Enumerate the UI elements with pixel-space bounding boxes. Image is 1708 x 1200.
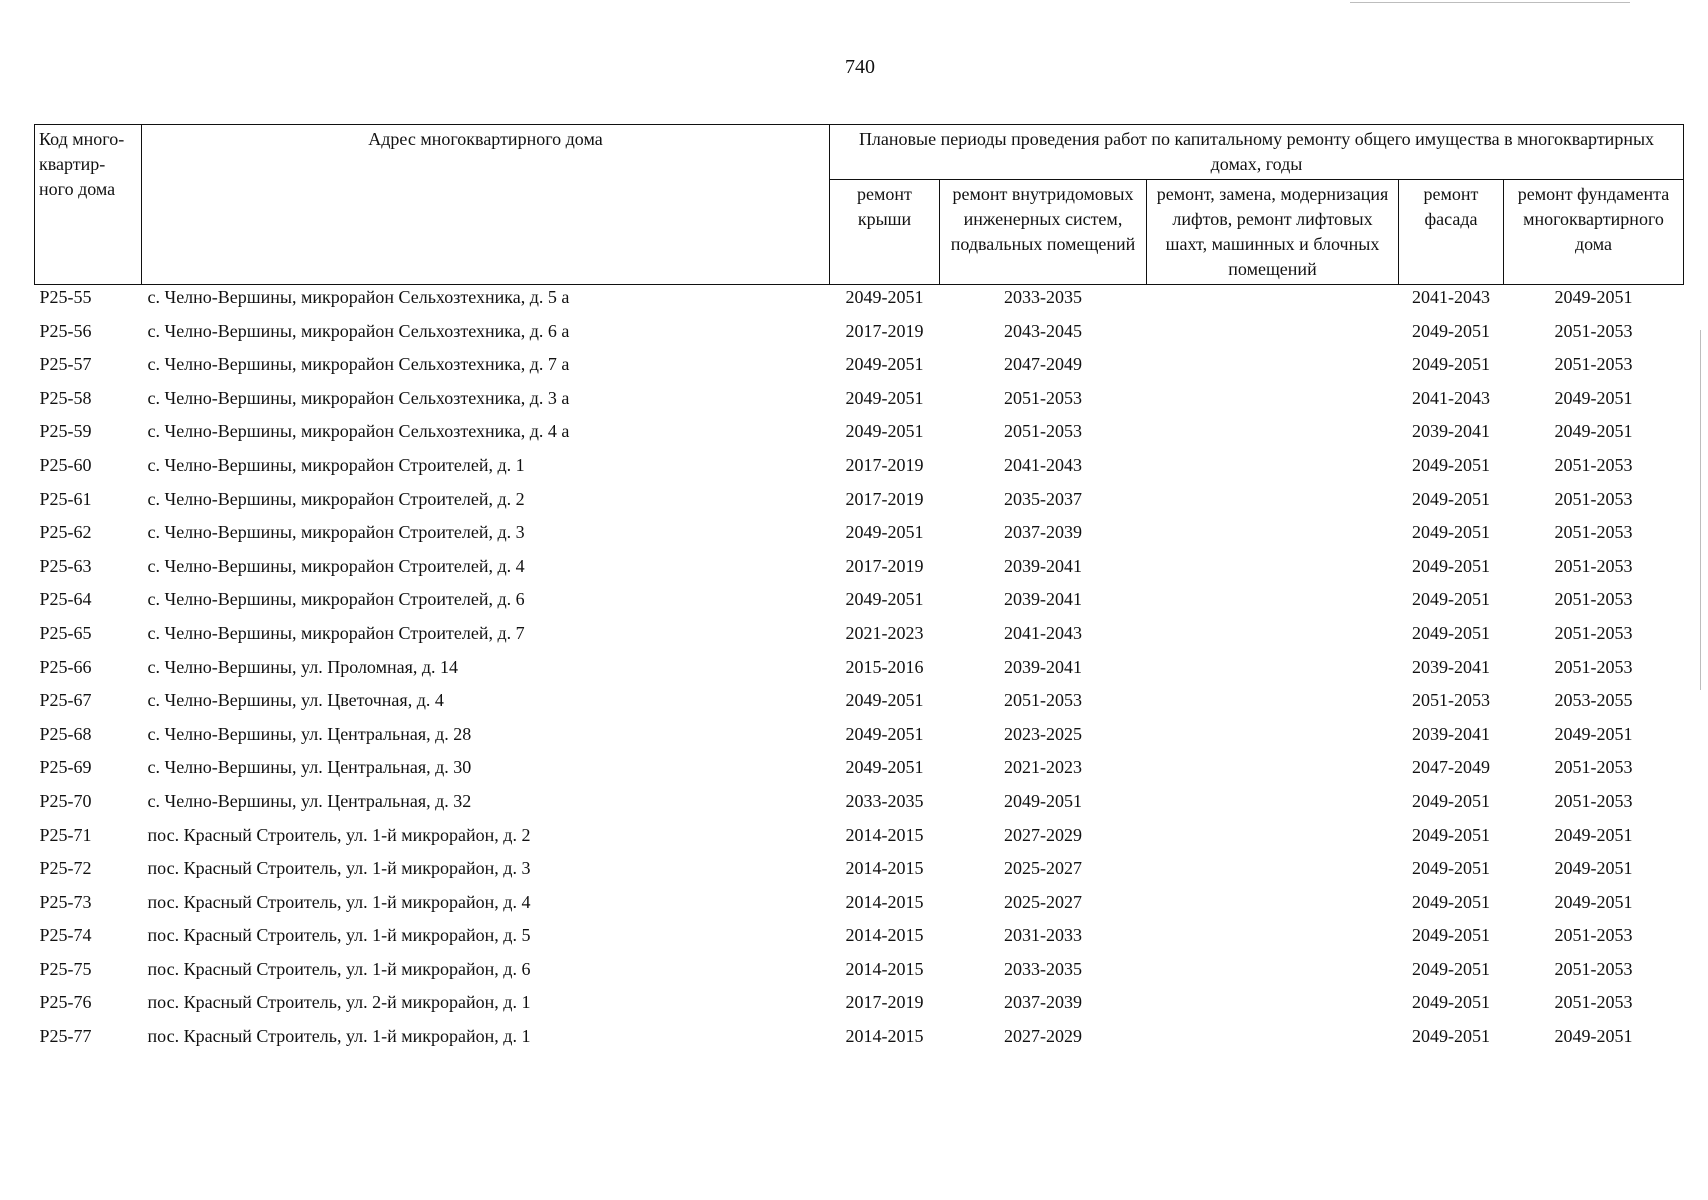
cell-elevators — [1147, 722, 1399, 756]
cell-engineering: 2025-2027 — [1004, 891, 1082, 912]
cell-foundation: 2051-2053 — [1554, 555, 1633, 576]
cell-facade: 2041-2043 — [1412, 287, 1490, 307]
cell-roof: 2014-2015 — [845, 891, 924, 912]
cell-code: P25-56 — [39, 320, 92, 341]
page-number: 740 — [845, 56, 875, 78]
cell-address: с. Челно-Вершины, ул. Центральная, д. 28 — [147, 723, 472, 744]
header-group: Плановые периоды проведения работ по капитальному ремонту общего имущества в многоквартирных домах, годы — [830, 125, 1684, 180]
cell-engineering: 2039-2041 — [1004, 555, 1082, 576]
cell-facade: 2049-2051 — [1412, 925, 1490, 946]
cell-facade: 2049-2051 — [1412, 858, 1490, 879]
table-row — [35, 487, 1684, 521]
cell-address: с. Челно-Вершины, микрорайон Строителей, д. 4 — [147, 555, 525, 576]
table-row — [35, 957, 1684, 991]
cell-roof: 2049-2051 — [845, 421, 924, 442]
header-facade: ремонт фасада — [1399, 180, 1504, 285]
cell-code: P25-71 — [39, 824, 92, 845]
cell-code: P25-75 — [39, 958, 92, 979]
table-row — [35, 655, 1684, 689]
cell-engineering: 2031-2033 — [1004, 925, 1082, 946]
cell-facade: 2049-2051 — [1412, 958, 1490, 979]
cell-facade: 2051-2053 — [1412, 690, 1490, 711]
cell-code: P25-66 — [39, 656, 92, 677]
scan-artifact-right-edge — [1700, 330, 1701, 690]
cell-address: пос. Красный Строитель, ул. 1-й микрорайон, д. 1 — [147, 1026, 531, 1047]
cell-engineering: 2039-2041 — [1004, 589, 1082, 610]
cell-foundation: 2051-2053 — [1554, 656, 1633, 677]
cell-foundation: 2049-2051 — [1554, 287, 1633, 307]
cell-address: с. Челно-Вершины, ул. Цветочная, д. 4 — [147, 690, 444, 711]
cell-roof: 2017-2019 — [845, 992, 924, 1013]
cell-elevators — [1147, 990, 1399, 1024]
cell-roof: 2017-2019 — [845, 454, 924, 475]
cell-address: с. Челно-Вершины, микрорайон Строителей, д. 3 — [147, 522, 525, 543]
cell-address: с. Челно-Вершины, микрорайон Строителей, д. 2 — [147, 488, 525, 509]
cell-elevators — [1147, 957, 1399, 991]
scan-artifact-top-right — [1350, 2, 1630, 3]
cell-roof: 2014-2015 — [845, 958, 924, 979]
cell-elevators — [1147, 319, 1399, 353]
table-row — [35, 722, 1684, 756]
table-row — [35, 587, 1684, 621]
cell-code: P25-67 — [39, 690, 92, 711]
cell-facade: 2041-2043 — [1412, 387, 1490, 408]
cell-foundation: 2049-2051 — [1554, 723, 1633, 744]
cell-engineering: 2043-2045 — [1004, 320, 1082, 341]
header-roof: ремонт крыши — [830, 180, 940, 285]
cell-facade: 2049-2051 — [1412, 622, 1490, 643]
cell-foundation: 2051-2053 — [1554, 522, 1633, 543]
capital-repair-table — [34, 124, 1684, 1058]
cell-facade: 2049-2051 — [1412, 790, 1490, 811]
cell-foundation: 2049-2051 — [1554, 858, 1633, 879]
cell-address: пос. Красный Строитель, ул. 1-й микрорайон, д. 4 — [147, 891, 531, 912]
cell-code: P25-64 — [39, 589, 92, 610]
table-row — [35, 554, 1684, 588]
cell-elevators — [1147, 554, 1399, 588]
cell-code: P25-76 — [39, 992, 92, 1013]
cell-elevators — [1147, 386, 1399, 420]
cell-elevators — [1147, 419, 1399, 453]
cell-facade: 2049-2051 — [1412, 824, 1490, 845]
table-row — [35, 319, 1684, 353]
cell-foundation: 2051-2053 — [1554, 320, 1633, 341]
cell-engineering: 2033-2035 — [1004, 958, 1082, 979]
cell-roof: 2014-2015 — [845, 824, 924, 845]
cell-roof: 2017-2019 — [845, 320, 924, 341]
cell-foundation: 2049-2051 — [1554, 1026, 1633, 1047]
cell-engineering: 2041-2043 — [1004, 454, 1082, 475]
cell-roof: 2049-2051 — [845, 723, 924, 744]
cell-elevators — [1147, 520, 1399, 554]
cell-code: P25-59 — [39, 421, 92, 442]
cell-engineering: 2021-2023 — [1004, 757, 1082, 778]
cell-elevators — [1147, 789, 1399, 823]
header-address: Адрес многоквартирного дома — [142, 125, 830, 285]
cell-code: P25-72 — [39, 858, 92, 879]
cell-facade: 2039-2041 — [1412, 421, 1490, 442]
cell-foundation: 2051-2053 — [1554, 622, 1633, 643]
cell-foundation: 2049-2051 — [1554, 387, 1633, 408]
cell-address: с. Челно-Вершины, микрорайон Сельхозтехника, д. 4 а — [147, 421, 570, 442]
cell-facade: 2049-2051 — [1412, 454, 1490, 475]
cell-facade: 2049-2051 — [1412, 992, 1490, 1013]
cell-foundation: 2051-2053 — [1554, 488, 1633, 509]
cell-roof: 2049-2051 — [845, 354, 924, 375]
cell-facade: 2049-2051 — [1412, 488, 1490, 509]
cell-foundation: 2051-2053 — [1554, 589, 1633, 610]
cell-elevators — [1147, 655, 1399, 689]
cell-engineering: 2047-2049 — [1004, 354, 1082, 375]
cell-engineering: 2051-2053 — [1004, 421, 1082, 442]
cell-address: с. Челно-Вершины, микрорайон Сельхозтехника, д. 3 а — [147, 387, 570, 408]
cell-elevators — [1147, 890, 1399, 924]
cell-foundation: 2049-2051 — [1554, 891, 1633, 912]
header-engineering: ремонт внутридомовых инженерных систем, подвальных помещений — [940, 180, 1147, 285]
cell-foundation: 2049-2051 — [1554, 421, 1633, 442]
cell-elevators — [1147, 352, 1399, 386]
cell-roof: 2049-2051 — [845, 387, 924, 408]
cell-elevators — [1147, 587, 1399, 621]
cell-foundation: 2049-2051 — [1554, 824, 1633, 845]
cell-foundation: 2051-2053 — [1554, 757, 1633, 778]
cell-elevators — [1147, 1024, 1399, 1058]
cell-facade: 2049-2051 — [1412, 354, 1490, 375]
cell-code: P25-77 — [39, 1026, 92, 1047]
cell-address: с. Челно-Вершины, ул. Центральная, д. 30 — [147, 757, 472, 778]
cell-code: P25-61 — [39, 488, 92, 509]
table-row — [35, 990, 1684, 1024]
cell-address: с. Челно-Вершины, микрорайон Сельхозтехника, д. 6 а — [147, 320, 570, 341]
cell-facade: 2047-2049 — [1412, 757, 1490, 778]
cell-roof: 2014-2015 — [845, 858, 924, 879]
cell-foundation: 2051-2053 — [1554, 992, 1633, 1013]
cell-foundation: 2051-2053 — [1554, 454, 1633, 475]
cell-roof: 2015-2016 — [845, 656, 924, 677]
cell-engineering: 2037-2039 — [1004, 522, 1082, 543]
cell-address: пос. Красный Строитель, ул. 1-й микрорайон, д. 6 — [147, 958, 531, 979]
table-row — [35, 688, 1684, 722]
cell-roof: 2014-2015 — [845, 925, 924, 946]
table-row — [35, 856, 1684, 890]
table-row — [35, 823, 1684, 857]
cell-address: с. Челно-Вершины, микрорайон Строителей, д. 1 — [147, 454, 525, 475]
cell-code: P25-60 — [39, 454, 92, 475]
cell-code: P25-69 — [39, 757, 92, 778]
cell-elevators — [1147, 688, 1399, 722]
cell-address: пос. Красный Строитель, ул. 1-й микрорайон, д. 3 — [147, 858, 531, 879]
table-row — [35, 621, 1684, 655]
cell-engineering: 2023-2025 — [1004, 723, 1082, 744]
cell-code: P25-62 — [39, 522, 92, 543]
header-elevators: ремонт, замена, модернизация лифтов, ремонт лифтовых шахт, машинных и блочных помещений — [1147, 180, 1399, 285]
cell-code: P25-55 — [39, 287, 92, 307]
cell-elevators — [1147, 487, 1399, 521]
cell-engineering: 2037-2039 — [1004, 992, 1082, 1013]
header-code: Код много-квартир-ного дома — [35, 125, 142, 285]
cell-elevators — [1147, 856, 1399, 890]
cell-foundation: 2053-2055 — [1554, 690, 1633, 711]
table-row — [35, 923, 1684, 957]
cell-elevators — [1147, 453, 1399, 487]
table-row — [35, 755, 1684, 789]
cell-address: пос. Красный Строитель, ул. 2-й микрорайон, д. 1 — [147, 992, 531, 1013]
cell-engineering: 2041-2043 — [1004, 622, 1082, 643]
cell-roof: 2033-2035 — [845, 790, 924, 811]
cell-elevators — [1147, 621, 1399, 655]
table-row — [35, 890, 1684, 924]
table-row — [35, 419, 1684, 453]
cell-foundation: 2051-2053 — [1554, 790, 1633, 811]
cell-foundation: 2051-2053 — [1554, 354, 1633, 375]
cell-address: с. Челно-Вершины, ул. Проломная, д. 14 — [147, 656, 459, 677]
cell-code: P25-65 — [39, 622, 92, 643]
cell-engineering: 2033-2035 — [1004, 287, 1082, 307]
table-body — [35, 285, 1684, 1058]
table-row — [35, 789, 1684, 823]
cell-engineering: 2025-2027 — [1004, 858, 1082, 879]
cell-facade: 2049-2051 — [1412, 555, 1490, 576]
cell-facade: 2049-2051 — [1412, 589, 1490, 610]
cell-address: с. Челно-Вершины, микрорайон Сельхозтехника, д. 5 а — [147, 287, 570, 307]
cell-facade: 2049-2051 — [1412, 320, 1490, 341]
cell-facade: 2049-2051 — [1412, 891, 1490, 912]
cell-facade: 2039-2041 — [1412, 723, 1490, 744]
cell-address: пос. Красный Строитель, ул. 1-й микрорайон, д. 5 — [147, 925, 531, 946]
cell-address: с. Челно-Вершины, микрорайон Сельхозтехника, д. 7 а — [147, 354, 570, 375]
cell-foundation: 2051-2053 — [1554, 925, 1633, 946]
cell-code: P25-74 — [39, 925, 92, 946]
cell-address: с. Челно-Вершины, микрорайон Строителей, д. 7 — [147, 622, 525, 643]
cell-engineering: 2049-2051 — [1004, 790, 1082, 811]
cell-roof: 2049-2051 — [845, 690, 924, 711]
cell-roof: 2014-2015 — [845, 1026, 924, 1047]
table-row — [35, 285, 1684, 319]
table-row — [35, 1024, 1684, 1058]
cell-engineering: 2051-2053 — [1004, 387, 1082, 408]
cell-roof: 2017-2019 — [845, 488, 924, 509]
cell-elevators — [1147, 823, 1399, 857]
table-row — [35, 386, 1684, 420]
cell-engineering: 2035-2037 — [1004, 488, 1082, 509]
cell-elevators — [1147, 923, 1399, 957]
cell-foundation: 2051-2053 — [1554, 958, 1633, 979]
cell-roof: 2021-2023 — [845, 622, 924, 643]
table-row — [35, 520, 1684, 554]
cell-engineering: 2039-2041 — [1004, 656, 1082, 677]
table-header — [35, 125, 1684, 285]
cell-facade: 2039-2041 — [1412, 656, 1490, 677]
cell-engineering: 2027-2029 — [1004, 1026, 1082, 1047]
cell-roof: 2017-2019 — [845, 555, 924, 576]
header-foundation: ремонт фундамента многоквартирного дома — [1504, 180, 1684, 285]
cell-elevators — [1147, 755, 1399, 789]
cell-elevators — [1147, 285, 1399, 319]
cell-code: P25-58 — [39, 387, 92, 408]
table-row — [35, 352, 1684, 386]
cell-code: P25-68 — [39, 723, 92, 744]
cell-roof: 2049-2051 — [845, 589, 924, 610]
cell-address: с. Челно-Вершины, ул. Центральная, д. 32 — [147, 790, 472, 811]
cell-address: пос. Красный Строитель, ул. 1-й микрорайон, д. 2 — [147, 824, 531, 845]
cell-facade: 2049-2051 — [1412, 1026, 1490, 1047]
cell-code: P25-73 — [39, 891, 92, 912]
cell-roof: 2049-2051 — [845, 757, 924, 778]
table-row — [35, 453, 1684, 487]
cell-engineering: 2027-2029 — [1004, 824, 1082, 845]
cell-code: P25-57 — [39, 354, 92, 375]
cell-code: P25-70 — [39, 790, 92, 811]
cell-engineering: 2051-2053 — [1004, 690, 1082, 711]
cell-facade: 2049-2051 — [1412, 522, 1490, 543]
cell-roof: 2049-2051 — [845, 287, 924, 307]
cell-code: P25-63 — [39, 555, 92, 576]
cell-roof: 2049-2051 — [845, 522, 924, 543]
cell-address: с. Челно-Вершины, микрорайон Строителей, д. 6 — [147, 589, 525, 610]
